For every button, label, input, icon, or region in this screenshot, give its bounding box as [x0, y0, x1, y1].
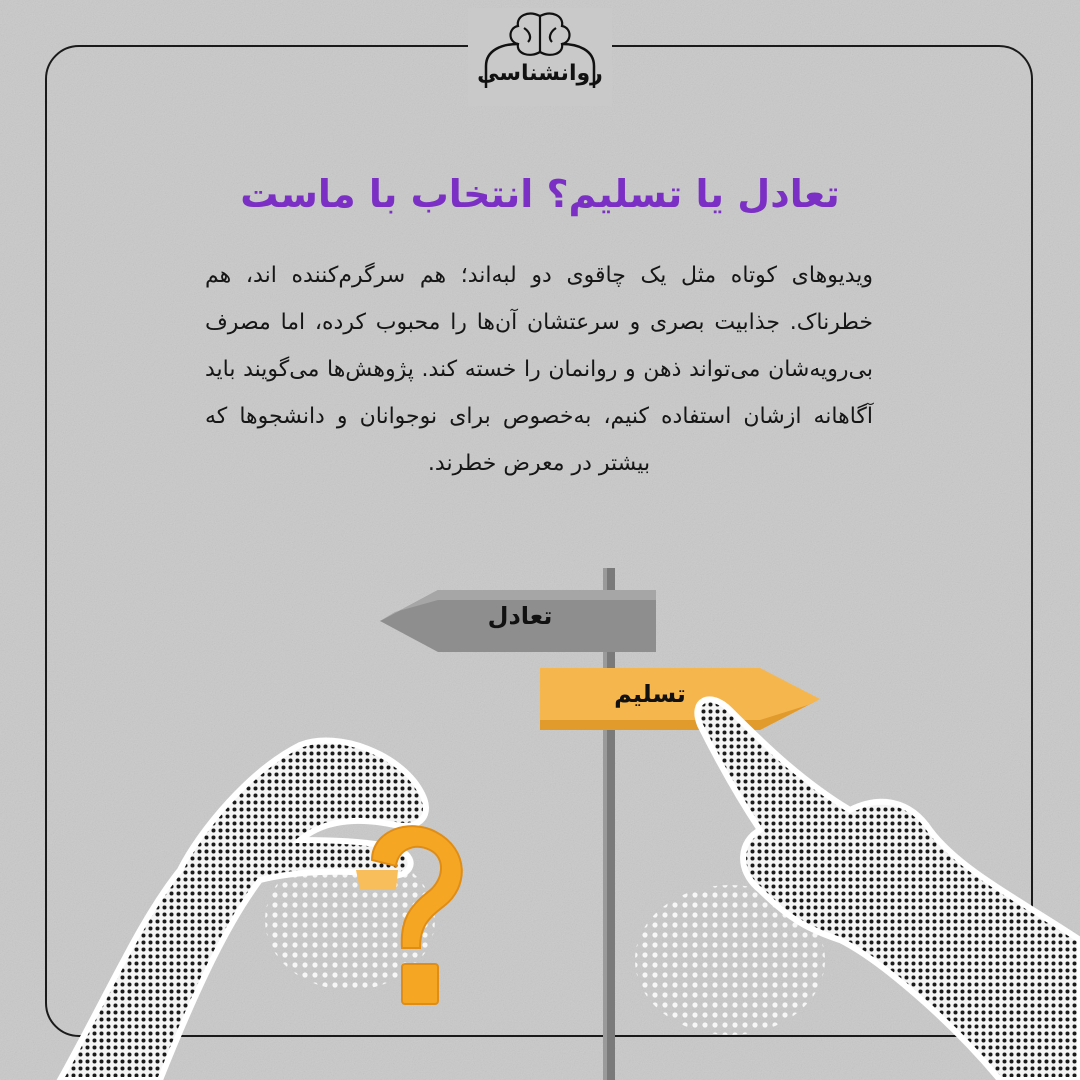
sign-right-label: تسلیم — [614, 680, 686, 708]
brand-logo: روانشناسی — [477, 60, 603, 86]
sign-left-label: تعادل — [487, 602, 553, 630]
page-title: تعادل یا تسلیم؟ انتخاب با ماست — [240, 172, 840, 216]
body-paragraph: ویدیوهای کوتاه مثل یک چاقوی دو لبه‌اند؛ هم سرگرم‌کننده اند، هم خطرناک. جذابیت بصری و سرعتشان آن‌ها را محبوب کرده، اما مصرف بی‌رویه‌شان می‌تواند ذهن و روانمان را خسته کند. پژوهش‌ها می‌گویند باید آگاهانه ازشان استفاده کنیم، به‌خصوص برای نوجوانان و دانشجوها که بیشتر در معرض خطرند. — [205, 263, 873, 476]
